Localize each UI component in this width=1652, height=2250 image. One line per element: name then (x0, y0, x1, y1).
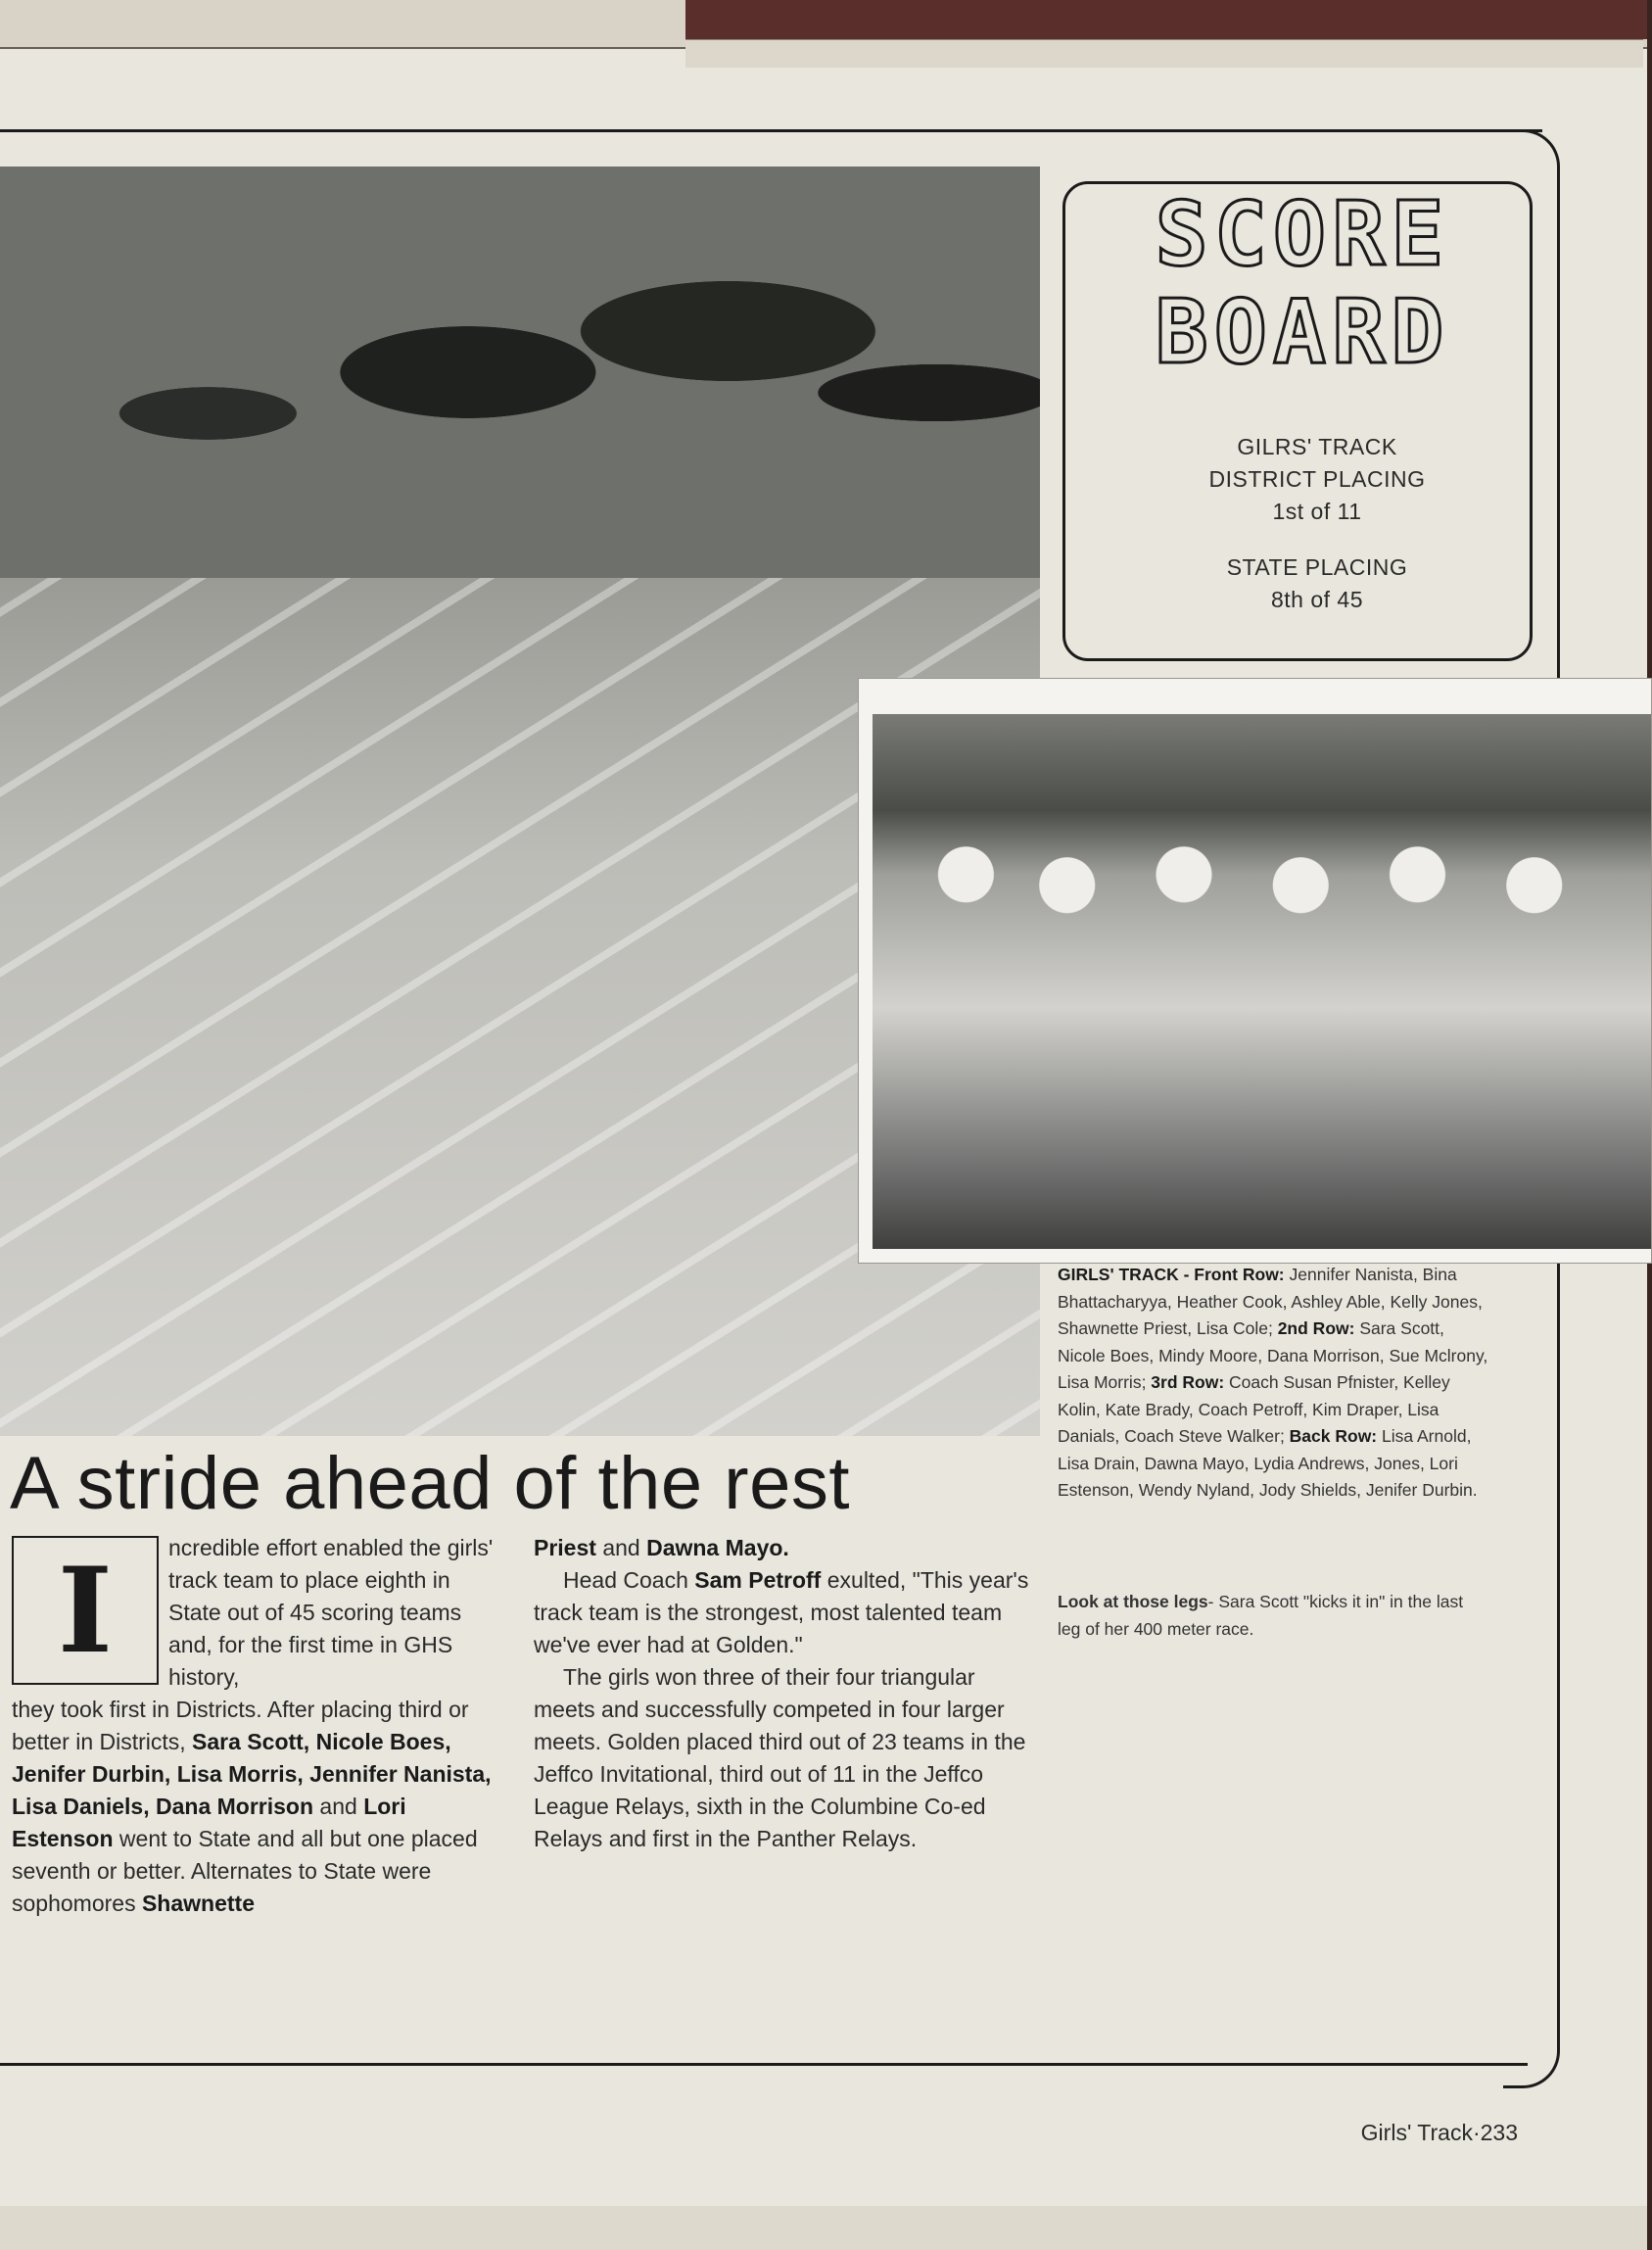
story-paragraph-2 (534, 1564, 1038, 1661)
caption-back-label: Back Row: (1289, 1426, 1378, 1446)
story-paragraph-3: The girls won three of their four triangular meets and successfully competed in four larger meets. Golden placed third out of 23 teams in the Jeffco Invitational, third out of 11 in the Jeffco League Relays, sixth in the Columbine Co-ed Relays and first in the Panther Relays. (534, 1664, 1026, 1851)
scoreboard-title (1107, 183, 1498, 384)
frame-top-rule (0, 129, 1542, 132)
story-column-2 (534, 1532, 1038, 1855)
story-text: and (595, 1535, 647, 1560)
story-text: exulted, "This year's track team is the strongest, most talented team we've ever had at Golden." (534, 1567, 1029, 1657)
scoreboard-title-line2: BOARD (1155, 281, 1450, 384)
story-column-1-open (168, 1532, 506, 1694)
story-headline: A stride ahead of the rest (10, 1442, 850, 1525)
caption-second-names: Sara Scott, Nicole Boes, Mindy Moore, Dana Morrison, Sue Mclrony, Lisa Morris; (1058, 1318, 1488, 1392)
state-value: 8th of 45 (1270, 587, 1364, 612)
story-column-1 (12, 1694, 506, 1920)
story-text: and (313, 1794, 364, 1819)
scoreboard-results (1107, 431, 1528, 616)
story-names: Sara Scott, Nicole Boes, Jenifer Durbin, Lisa Morris, Jennifer Nanista, Lisa Daniels, Dana Morrison (12, 1729, 492, 1819)
story-opening-text: ncredible effort enabled the girls' track team to place eighth in State out of 45 scoring teams and, for the first time in GHS history, (168, 1535, 494, 1690)
story-text: went to State and all but one placed seventh or better. Alternates to State were sophomores (12, 1826, 478, 1916)
drop-cap: I (12, 1536, 159, 1685)
caption-second-label: 2nd Row: (1277, 1318, 1355, 1338)
frame-bottom-rule (0, 2063, 1528, 2066)
scoreboard-sport: GILRS' TRACK (1237, 434, 1397, 459)
story-text: Head Coach (563, 1567, 695, 1593)
caption-front-label: Front Row: (1194, 1265, 1285, 1284)
state-label: STATE PLACING (1226, 554, 1408, 580)
caption-back-names: Lisa Arnold, Lisa Drain, Dawna Mayo, Lydia Andrews, Jones, Lori Estenson, Wendy Nyland, Jody Shields, Jenifer Durbin. (1058, 1426, 1478, 1500)
story-names: Dawna Mayo. (646, 1535, 789, 1560)
action-caption-label: Look at those legs (1058, 1592, 1208, 1611)
story-names: Sam Petroff (694, 1567, 822, 1593)
caption-label: GIRLS' TRACK - (1058, 1265, 1195, 1284)
binding-edge (685, 0, 1652, 39)
team-photo-caption (1058, 1262, 1488, 1505)
action-caption-text: - Sara Scott "kicks it in" in the last leg of her 400 meter race. (1058, 1592, 1464, 1639)
team-photo (858, 678, 1652, 1264)
page-number: Girls' Track·233 (1360, 2120, 1518, 2145)
photo-background-trees (0, 167, 1040, 578)
team-photo-image (873, 714, 1651, 1249)
district-label: DISTRICT PLACING (1208, 466, 1426, 492)
caption-third-label: 3rd Row: (1151, 1372, 1225, 1392)
scoreboard-title-line1: SCORE (1155, 183, 1450, 286)
story-names: Lori Estenson (12, 1794, 406, 1851)
story-paragraph-1-end (534, 1532, 1038, 1564)
page-bottom-margin (0, 2206, 1647, 2250)
story-text: they took first in Districts. After placing third or better in Districts, (12, 1697, 469, 1754)
caption-third-names: Coach Susan Pfnister, Kelley Kolin, Kate Brady, Coach Petroff, Kim Draper, Lisa Danials, Coach Steve Walker; (1058, 1372, 1450, 1446)
page-edge (685, 39, 1643, 68)
caption-front-names: Jennifer Nanista, Bina Bhattacharyya, Heather Cook, Ashley Able, Kelly Jones, Shawnette Priest, Lisa Cole; (1058, 1265, 1483, 1338)
action-photo-caption (1058, 1589, 1488, 1643)
story-paragraph-1 (12, 1694, 506, 1920)
story-names: Shawnette (141, 1891, 255, 1916)
district-value: 1st of 11 (1272, 499, 1362, 524)
story-names: Priest (534, 1535, 596, 1560)
